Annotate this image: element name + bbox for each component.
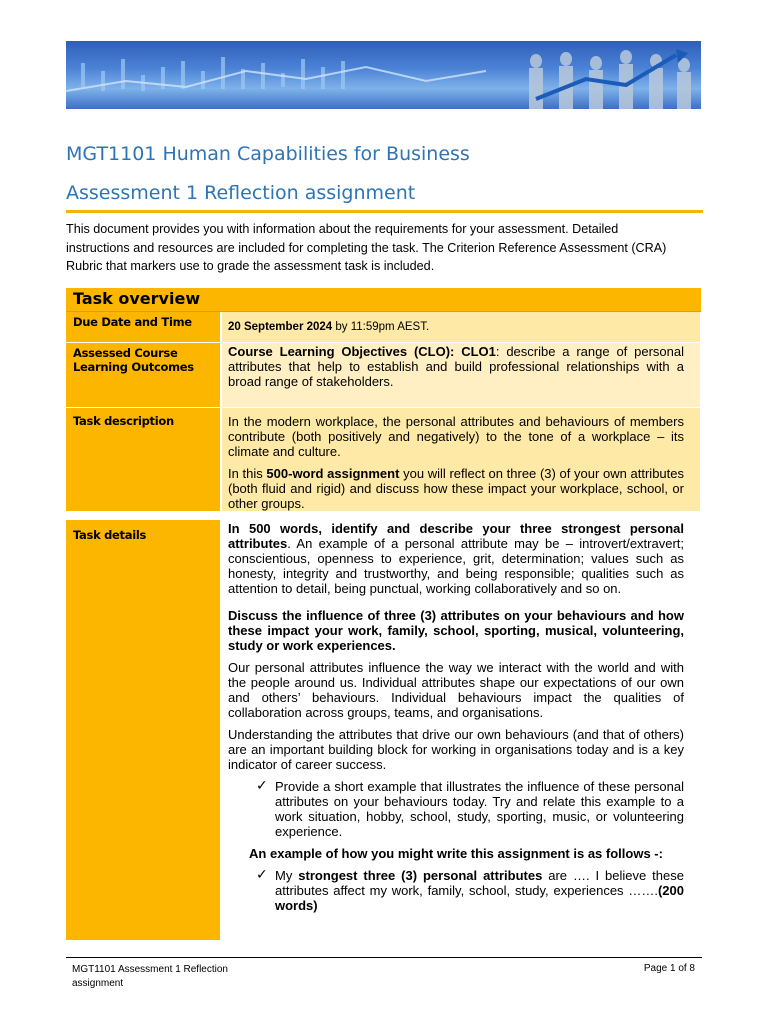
task-details-label-cell (66, 520, 220, 941)
task-description-p2: In this 500-word assignment you will reflect on three (3) of your own attributes (both fluid and rigid) and discuss how these impact your workplace, school, or other groups. (228, 466, 684, 511)
clo-label: Assessed Course Learning Outcomes (73, 346, 194, 374)
course-title: MGT1101 Human Capabilities for Business (66, 143, 470, 165)
task-details-p1: In 500 words, identify and describe your three strongest personal attributes. An example of a personal attribute may be – introvert/extravert; conscientious, openness to experience, grit, determination; values such as honesty, integrity and trustworthy, and being responsible; qualities such as attention to detail, being punctual, working collaboratively and so on. (228, 521, 684, 596)
task-description-value-cell (222, 408, 700, 512)
header-banner-image (66, 41, 701, 109)
task-details-p2: Discuss the influence of three (3) attributes on your behaviours and how these impact your work, family, school, sporting, musical, volunteering, study or work experiences. (228, 608, 684, 653)
assessment-title: Assessment 1 Reflection assignment (66, 182, 416, 204)
task-details-text (228, 521, 684, 920)
footer-page-number: Page 1 of 8 (643, 963, 695, 974)
intro-line: instructions and resources are included for completing the task. The Criterion Reference Assessment (CRA) (66, 240, 667, 255)
task-description-text (228, 414, 684, 518)
clo-label-cell (66, 343, 220, 408)
checkmark-icon: ✓ (256, 778, 268, 794)
table-heading: Task overview (73, 289, 201, 308)
footer-divider (66, 957, 702, 958)
footer-document-name: MGT1101 Assessment 1 Reflection assignment (72, 964, 228, 989)
intro-line: Rubric that markers use to grade the assessment task is included. (66, 259, 435, 273)
example-heading: An example of how you might write this assignment is as follows -: (249, 846, 663, 861)
task-description-label: Task description (73, 414, 174, 428)
task-description-p1: In the modern workplace, the personal attributes and behaviours of members contribute (both positively and negatively) to the tone of a workplace – its climate and culture. (228, 414, 684, 459)
due-date-label-cell (66, 312, 220, 343)
checkmark-icon: ✓ (256, 867, 268, 883)
tick-item: ✓ My strongest three (3) personal attributes are …. I believe these attributes affect my work, family, school, study, experiences …….(200 words) (256, 867, 684, 913)
due-time: by 11:59pm AEST. (332, 321, 430, 333)
due-date-value (228, 320, 684, 335)
table-heading-row (66, 288, 701, 312)
task-details-value-cell (222, 520, 700, 941)
task-details-p3: Our personal attributes influence the way we interact with the world and with the people around us. Individual attributes shape our expectations of our own and others’ behaviours. Individual behaviours impact the qualities of collaboration across groups, teams, and organisations. (228, 660, 684, 720)
title-underline (66, 210, 703, 213)
due-date-value-cell (222, 312, 700, 343)
tick-item-text: Provide a short example that illustrates the influence of these personal attributes on your behaviours today. Try and relate this example to a work situation, hobby, school, study, sporting, music, or volunteering experience. (275, 779, 684, 839)
clo-value-cell (222, 343, 700, 408)
word-count-highlight: 500-word assignment (266, 466, 400, 481)
intro-paragraph (66, 220, 702, 276)
clo-heading: Course Learning Objectives (CLO): CLO1 (228, 344, 496, 359)
task-description-label-cell (66, 408, 220, 512)
due-date-label: Due Date and Time (73, 315, 192, 329)
clo-description: : describe a range of personal attributes that help to establish and build professional relationships with a broad range of stakeholders. (228, 344, 684, 389)
clo-text (228, 344, 684, 389)
due-date: 20 September 2024 (228, 321, 333, 333)
task-details-label: Task details (73, 528, 147, 542)
intro-line: This document provides you with information about the requirements for your assessment. Detailed (66, 222, 619, 236)
tick-item (228, 779, 684, 839)
task-details-p4: Understanding the attributes that drive our own behaviours (and that of others) are an important building block for working in organisations today and is a key indicator of career success. (228, 727, 684, 772)
